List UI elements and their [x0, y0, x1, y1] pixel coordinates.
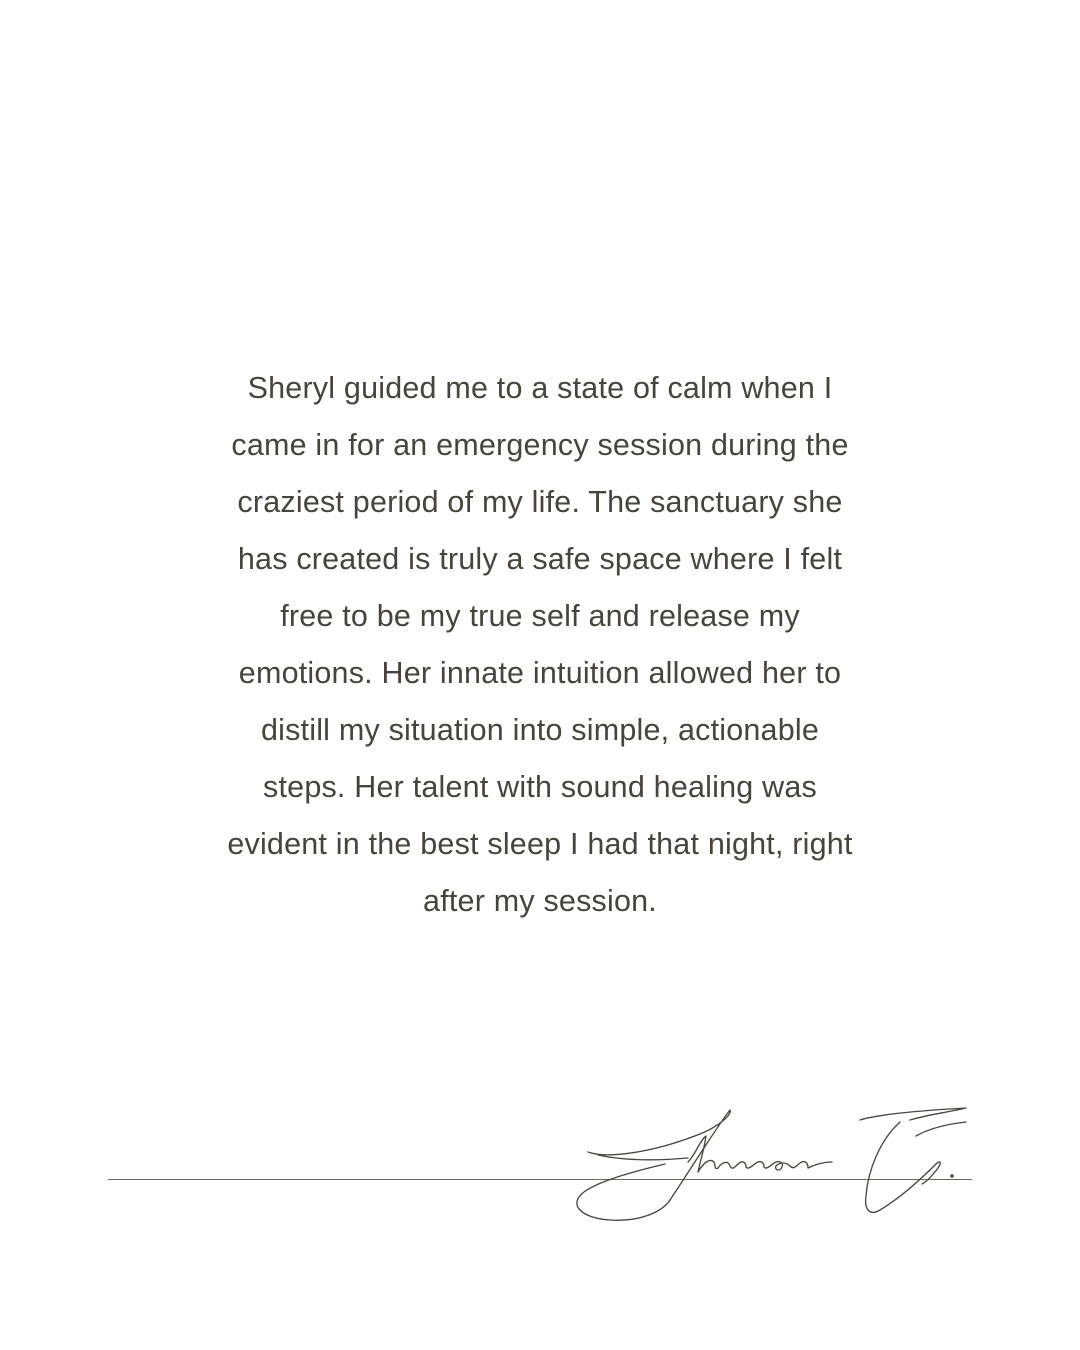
quote-line-7: distill my situation into simple, actionable: [260, 713, 820, 747]
quote-line-8: steps. Her talent with sound healing was: [263, 770, 817, 804]
signature-period: [950, 1174, 954, 1178]
signature-e-flourish: [916, 1122, 966, 1136]
quote-line-4: has created is truly a safe space where I felt: [237, 542, 843, 576]
handwritten-signature: [570, 1100, 980, 1230]
quote-line-1: Sheryl guided me to a state of calm when I: [247, 371, 833, 405]
quote-line-5: free to be my true self and release my: [280, 599, 800, 633]
quote-line-9: evident in the best sleep I had that night, right: [227, 827, 853, 861]
testimonial-quote: [140, 360, 940, 930]
signature-s-cross: [598, 1155, 688, 1160]
signature-e-top: [860, 1108, 966, 1120]
signature-hannon: [688, 1136, 832, 1172]
quote-line-6: emotions. Her innate intuition allowed her to: [238, 656, 842, 690]
quote-line-2: came in for an emergency session during the: [231, 428, 849, 462]
quote-line-3: craziest period of my life. The sanctuary she: [237, 485, 843, 519]
signature-e-body: [866, 1122, 941, 1212]
quote-line-10: after my session.: [423, 884, 657, 918]
signature-s-stroke: [577, 1110, 730, 1220]
